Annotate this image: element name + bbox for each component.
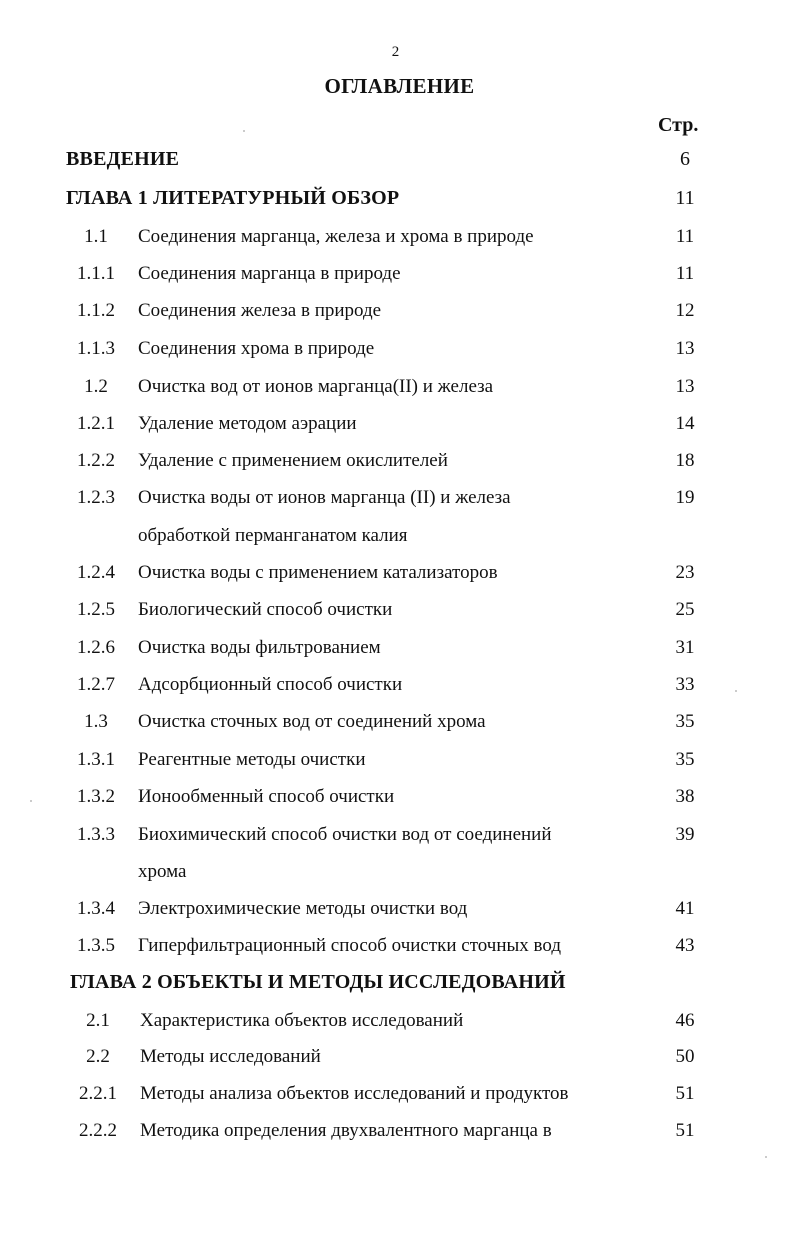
entry-page: 38 bbox=[675, 786, 695, 807]
entry-page: 23 bbox=[675, 562, 695, 583]
entry-number: 1.3.1 bbox=[77, 749, 115, 770]
entry-page: 13 bbox=[675, 338, 695, 359]
toc-entry bbox=[0, 450, 799, 480]
entry-page: 43 bbox=[675, 935, 695, 956]
entry-number: 1.2.2 bbox=[77, 450, 115, 471]
entry-title: хрома bbox=[138, 861, 187, 882]
toc-entry bbox=[0, 898, 799, 928]
entry-page: 6 bbox=[680, 148, 690, 170]
entry-title: Электрохимические методы очистки вод bbox=[138, 898, 468, 919]
entry-page: 12 bbox=[675, 300, 695, 321]
scan-speck bbox=[735, 690, 737, 692]
entry-number: 1.3.5 bbox=[77, 935, 115, 956]
entry-number: 1.2 bbox=[84, 376, 108, 397]
entry-title: Биологический способ очистки bbox=[138, 599, 393, 620]
toc-entry-chapter-1 bbox=[0, 187, 799, 217]
entry-page: 35 bbox=[675, 749, 695, 770]
entry-page: 13 bbox=[675, 376, 695, 397]
entry-number: 2.2.2 bbox=[79, 1120, 117, 1141]
toc-entry bbox=[0, 300, 799, 330]
entry-title: Методика определения двухвалентного марганца в bbox=[140, 1120, 552, 1141]
entry-number: 2.1 bbox=[86, 1010, 110, 1031]
entry-title: Очистка воды от ионов марганца (II) и железа bbox=[138, 487, 511, 508]
entry-title: Удаление методом аэрации bbox=[138, 413, 357, 434]
toc-entry bbox=[0, 711, 799, 741]
entry-title: Соединения хрома в природе bbox=[138, 338, 375, 359]
entry-number: 1.1 bbox=[84, 226, 108, 247]
entry-number: 1.2.4 bbox=[77, 562, 115, 583]
page-column-header: Стр. bbox=[658, 114, 699, 136]
toc-entry bbox=[0, 674, 799, 704]
entry-number: 1.3.2 bbox=[77, 786, 115, 807]
entry-title: Соединения железа в природе bbox=[138, 300, 382, 321]
page-number: 2 bbox=[391, 44, 400, 60]
toc-entry bbox=[0, 263, 799, 293]
toc-entry-continuation bbox=[0, 525, 799, 555]
entry-number: 1.1.1 bbox=[77, 263, 115, 284]
entry-title: Ионообменный способ очистки bbox=[138, 786, 395, 807]
entry-page: 35 bbox=[675, 711, 695, 732]
toc-entry bbox=[0, 413, 799, 443]
entry-number: 1.3.4 bbox=[77, 898, 115, 919]
toc-entry bbox=[0, 786, 799, 816]
entry-page: 11 bbox=[675, 226, 695, 247]
entry-number: 1.2.7 bbox=[77, 674, 115, 695]
toc-entry bbox=[0, 338, 799, 368]
entry-title: Адсорбционный способ очистки bbox=[138, 674, 403, 695]
toc-entry bbox=[0, 824, 799, 854]
toc-entry bbox=[0, 935, 799, 965]
entry-title: Реагентные методы очистки bbox=[138, 749, 366, 770]
entry-title: Биохимический способ очистки вод от соединений bbox=[138, 824, 552, 845]
toc-entry bbox=[0, 1083, 799, 1113]
entry-title: Очистка воды с применением катализаторов bbox=[138, 562, 498, 583]
page-title: ОГЛАВЛЕНИЕ bbox=[324, 74, 475, 98]
entry-page: 46 bbox=[675, 1010, 695, 1031]
entry-number: 2.2 bbox=[86, 1046, 110, 1067]
entry-number: 1.2.5 bbox=[77, 599, 115, 620]
entry-page: 31 bbox=[675, 637, 695, 658]
toc-entry bbox=[0, 1120, 799, 1150]
entry-page: 19 bbox=[675, 487, 695, 508]
toc-entry bbox=[0, 1046, 799, 1076]
entry-title: Соединения марганца, железа и хрома в природе bbox=[138, 226, 534, 247]
toc-entry bbox=[0, 1010, 799, 1040]
entry-title: Удаление с применением окислителей bbox=[138, 450, 448, 471]
entry-page: 51 bbox=[675, 1120, 695, 1141]
toc-entry-introduction bbox=[0, 148, 799, 178]
entry-number: 2.2.1 bbox=[79, 1083, 117, 1104]
entry-page: 41 bbox=[675, 898, 695, 919]
entry-page: 14 bbox=[675, 413, 695, 434]
toc-entry bbox=[0, 562, 799, 592]
entry-number: 1.2.6 bbox=[77, 637, 115, 658]
entry-page: 25 bbox=[675, 599, 695, 620]
entry-page: 18 bbox=[675, 450, 695, 471]
toc-entry bbox=[0, 599, 799, 629]
entry-page: 50 bbox=[675, 1046, 695, 1067]
entry-number: 1.3.3 bbox=[77, 824, 115, 845]
entry-title: обработкой перманганатом калия bbox=[138, 525, 408, 546]
entry-title: Очистка сточных вод от соединений хрома bbox=[138, 711, 486, 732]
entry-title: Методы анализа объектов исследований и продуктов bbox=[140, 1083, 569, 1104]
entry-title: ГЛАВА 1 ЛИТЕРАТУРНЫЙ ОБЗОР bbox=[66, 187, 400, 209]
scan-speck bbox=[243, 130, 245, 132]
entry-number: 1.2.1 bbox=[77, 413, 115, 434]
entry-title: Характеристика объектов исследований bbox=[140, 1010, 464, 1031]
entry-title: ВВЕДЕНИЕ bbox=[66, 148, 180, 170]
entry-title: Гиперфильтрационный способ очистки сточных вод bbox=[138, 935, 561, 956]
entry-number: 1.3 bbox=[84, 711, 108, 732]
toc-entry bbox=[0, 637, 799, 667]
toc-entry-continuation bbox=[0, 861, 799, 891]
toc-entry bbox=[0, 226, 799, 256]
toc-entry-chapter-2 bbox=[0, 971, 799, 1001]
entry-title: ГЛАВА 2 ОБЪЕКТЫ И МЕТОДЫ ИССЛЕДОВАНИЙ bbox=[70, 971, 566, 993]
toc-entry bbox=[0, 376, 799, 406]
entry-number: 1.2.3 bbox=[77, 487, 115, 508]
entry-page: 39 bbox=[675, 824, 695, 845]
entry-title: Соединения марганца в природе bbox=[138, 263, 401, 284]
entry-number: 1.1.2 bbox=[77, 300, 115, 321]
toc-entry bbox=[0, 749, 799, 779]
entry-title: Очистка воды фильтрованием bbox=[138, 637, 381, 658]
entry-page: 11 bbox=[675, 263, 695, 284]
entry-title: Очистка вод от ионов марганца(II) и железа bbox=[138, 376, 494, 397]
entry-page: 33 bbox=[675, 674, 695, 695]
scan-speck bbox=[30, 800, 32, 802]
toc-entry bbox=[0, 487, 799, 517]
entry-title: Методы исследований bbox=[140, 1046, 321, 1067]
entry-number: 1.1.3 bbox=[77, 338, 115, 359]
scan-speck bbox=[765, 1156, 767, 1158]
entry-page: 51 bbox=[675, 1083, 695, 1104]
entry-page: 11 bbox=[675, 187, 695, 209]
